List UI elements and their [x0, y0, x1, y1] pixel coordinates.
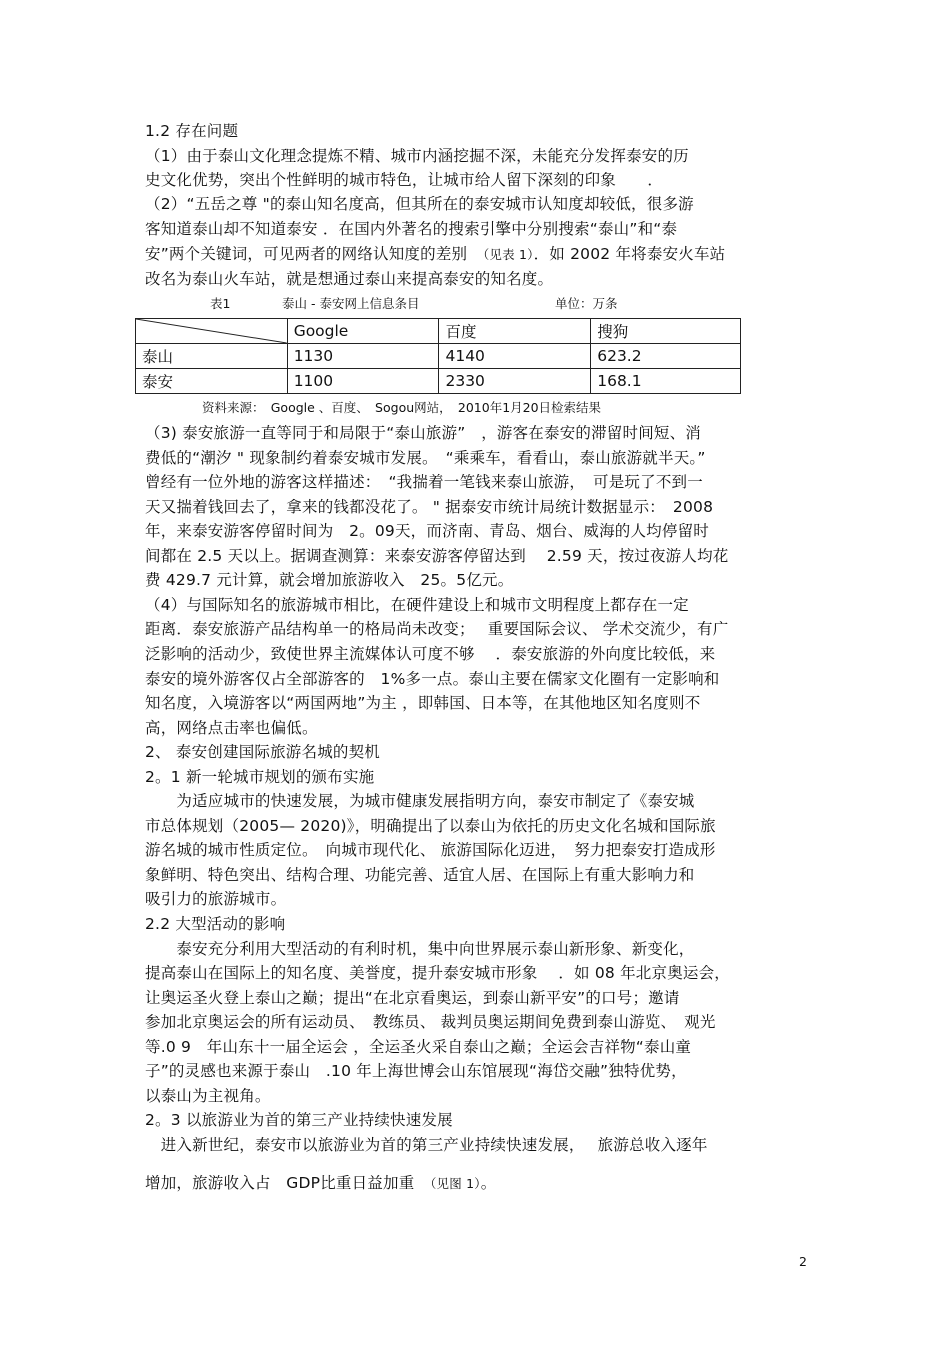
header-baidu: 百度: [439, 319, 591, 344]
paragraph-line: 2。1 新一轮城市规划的颁布实施: [145, 767, 375, 786]
diagonal-header-cell: [136, 319, 288, 344]
table-header-row: [136, 319, 741, 344]
paragraph-line: 间都在 2.5 天以上。据调查测算：来泰安游客停留达到 2.59 天，按过夜游人均花: [145, 546, 729, 565]
table-cell: 168.1: [591, 369, 741, 394]
table-row: [136, 369, 741, 394]
header-sogou: 搜狗: [591, 319, 741, 344]
paragraph-line: 进入新世纪，泰安市以旅游业为首的第三产业持续快速发展， 旅游总收入逐年: [145, 1135, 708, 1154]
paragraph-line: （3) 泰安旅游一直等同于和局限于“泰山旅游” ，游客在泰安的滞留时间短、消: [145, 424, 701, 442]
info-table: [135, 318, 741, 394]
line-text: 增加，旅游收入占 GDP比重日益加重: [145, 1174, 415, 1192]
table-cell: 4140: [439, 344, 591, 369]
row-label: 泰山: [136, 344, 288, 369]
page-number: 2: [799, 1254, 807, 1269]
paragraph-line: 天又揣着钱回去了，拿来的钱都没花了。 " 据泰安市统计局统计数据显示： 2008: [145, 497, 714, 516]
paragraph-line: 子”的灵感也来源于泰山 .10 年上海世博会山东馆展现“海岱交融”独特优势，: [145, 1062, 687, 1081]
paragraph-line: 象鲜明、特色突出、结构合理、功能完善、适宜人居、在国际上有重大影响力和: [145, 865, 695, 884]
paragraph-line: 2。3 以旅游业为首的第三产业持续快速发展: [145, 1111, 453, 1130]
paragraph-line: 让奥运圣火登上泰山之巅；提出“在北京看奥运，到泰山新平安”的口号；邀请: [145, 988, 680, 1007]
paragraph-line: 费低的“潮汐 " 现象制约着泰安城市发展。 “乘乘车，看看山，泰山旅游就半天。”: [145, 448, 706, 467]
table-reference: （见表 1）: [482, 247, 534, 262]
table-source: 资料来源： Google 、百度、 Sogou网站， 2010年1月20日检索结果: [202, 400, 602, 415]
paragraph-line: 改名为泰山火车站，就是想通过泰山来提高泰安的知名度。: [145, 270, 554, 288]
paragraph-line: [145, 1172, 496, 1195]
paragraph-line: 高，网络点击率也偏低。: [145, 718, 318, 737]
paragraph-line: 知名度，入境游客以“两国两地”为主 ，即韩国、日本等，在其他地区知名度则不: [145, 694, 701, 713]
paragraph-line: 游名城的城市性质定位。 向城市现代化、 旅游国际化迈进， 努力把泰安打造成形: [145, 841, 716, 860]
table-cell: 1130: [287, 344, 439, 369]
table-cell: 1100: [287, 369, 439, 394]
table-title: 泰山 - 泰安网上信息条目: [282, 296, 420, 311]
paragraph-line: 史文化优势，突出个性鲜明的城市特色，让城市给人留下深刻的印象 ．: [145, 171, 664, 189]
paragraph-line: （2）“五岳之尊 "的泰山知名度高，但其所在的泰安城市认知度却较低，很多游: [145, 195, 694, 213]
paragraph-line: 年，来泰安游客停留时间为 2。09天，而济南、青岛、烟台、威海的人均停留时: [145, 522, 709, 541]
paragraph-line: [145, 243, 725, 266]
paragraph-line: 2、 泰安创建国际旅游名城的契机: [145, 743, 380, 762]
paragraph-line: 参加北京奥运会的所有运动员、 教练员、 裁判员奥运期间免费到泰山游览、 观光: [145, 1013, 716, 1032]
table-cell: 623.2: [591, 344, 741, 369]
paragraph-line: 费 429.7 元计算，就会增加旅游收入 25。5亿元。: [145, 571, 514, 590]
table-unit: 单位：万条: [555, 296, 618, 311]
paragraph-line: （4）与国际知名的旅游城市相比，在硬件建设上和城市文明程度上都存在一定: [145, 595, 689, 614]
header-google: Google: [287, 319, 439, 344]
paragraph-line: 2.2 大型活动的影响: [145, 915, 286, 933]
figure-reference: （见图 1）: [430, 1176, 481, 1191]
paragraph-line: 等.0 9 年山东十一届全运会 ，全运圣火采自泰山之巅；全运会吉祥物“泰山童: [145, 1037, 692, 1056]
paragraph-line: 曾经有一位外地的游客这样描述： “我揣着一笔钱来泰山旅游， 可是玩了不到一: [145, 473, 703, 492]
paragraph-line: 市总体规划（2005— 2020)》，明确提出了以泰山为依托的历史文化名城和国际旅: [145, 816, 716, 835]
paragraph-line: 吸引力的旅游城市。: [145, 890, 287, 909]
paragraph-line: （1）由于泰山文化理念提炼不精、城市内涵挖掘不深，未能充分发挥泰安的历: [145, 147, 689, 165]
paragraph-line: 泰安的境外游客仅占全部游客的 1%多一点。泰山主要在儒家文化圈有一定影响和: [145, 669, 720, 688]
line-text: ．如 2002 年将泰安火车站: [533, 245, 726, 263]
paragraph-line: 客知道泰山却不知道泰安 ．在国内外著名的搜索引擎中分别搜索“泰山”和“泰: [145, 220, 678, 238]
paragraph-line: 距离．泰安旅游产品结构单一的格局尚未改变； 重要国际会议、 学术交流少，有广: [145, 620, 729, 639]
paragraph-line: 为适应城市的快速发展，为城市健康发展指明方向，泰安市制定了《泰安城: [145, 792, 695, 811]
paragraph-line: 以泰山为主视角。: [145, 1086, 271, 1105]
line-text: 。: [480, 1174, 497, 1192]
section-heading: 1.2 存在问题: [145, 122, 239, 140]
line-text: 安”两个关键词，可见两者的网络认知度的差别: [145, 245, 468, 263]
row-label: 泰安: [136, 369, 288, 394]
diagonal-line: [136, 319, 287, 343]
table-cell: 2330: [439, 369, 591, 394]
table-row: [136, 344, 741, 369]
paragraph-line: 泰安充分利用大型活动的有利时机，集中向世界展示泰山新形象、新变化，: [145, 939, 695, 958]
table-label: 表1: [210, 296, 231, 311]
paragraph-line: 提高泰山在国际上的知名度、美誉度，提升泰安城市形象 ．如 08 年北京奥运会，: [145, 964, 731, 983]
paragraph-line: 泛影响的活动少，致使世界主流媒体认可度不够 ．泰安旅游的外向度比较低，来: [145, 644, 716, 663]
